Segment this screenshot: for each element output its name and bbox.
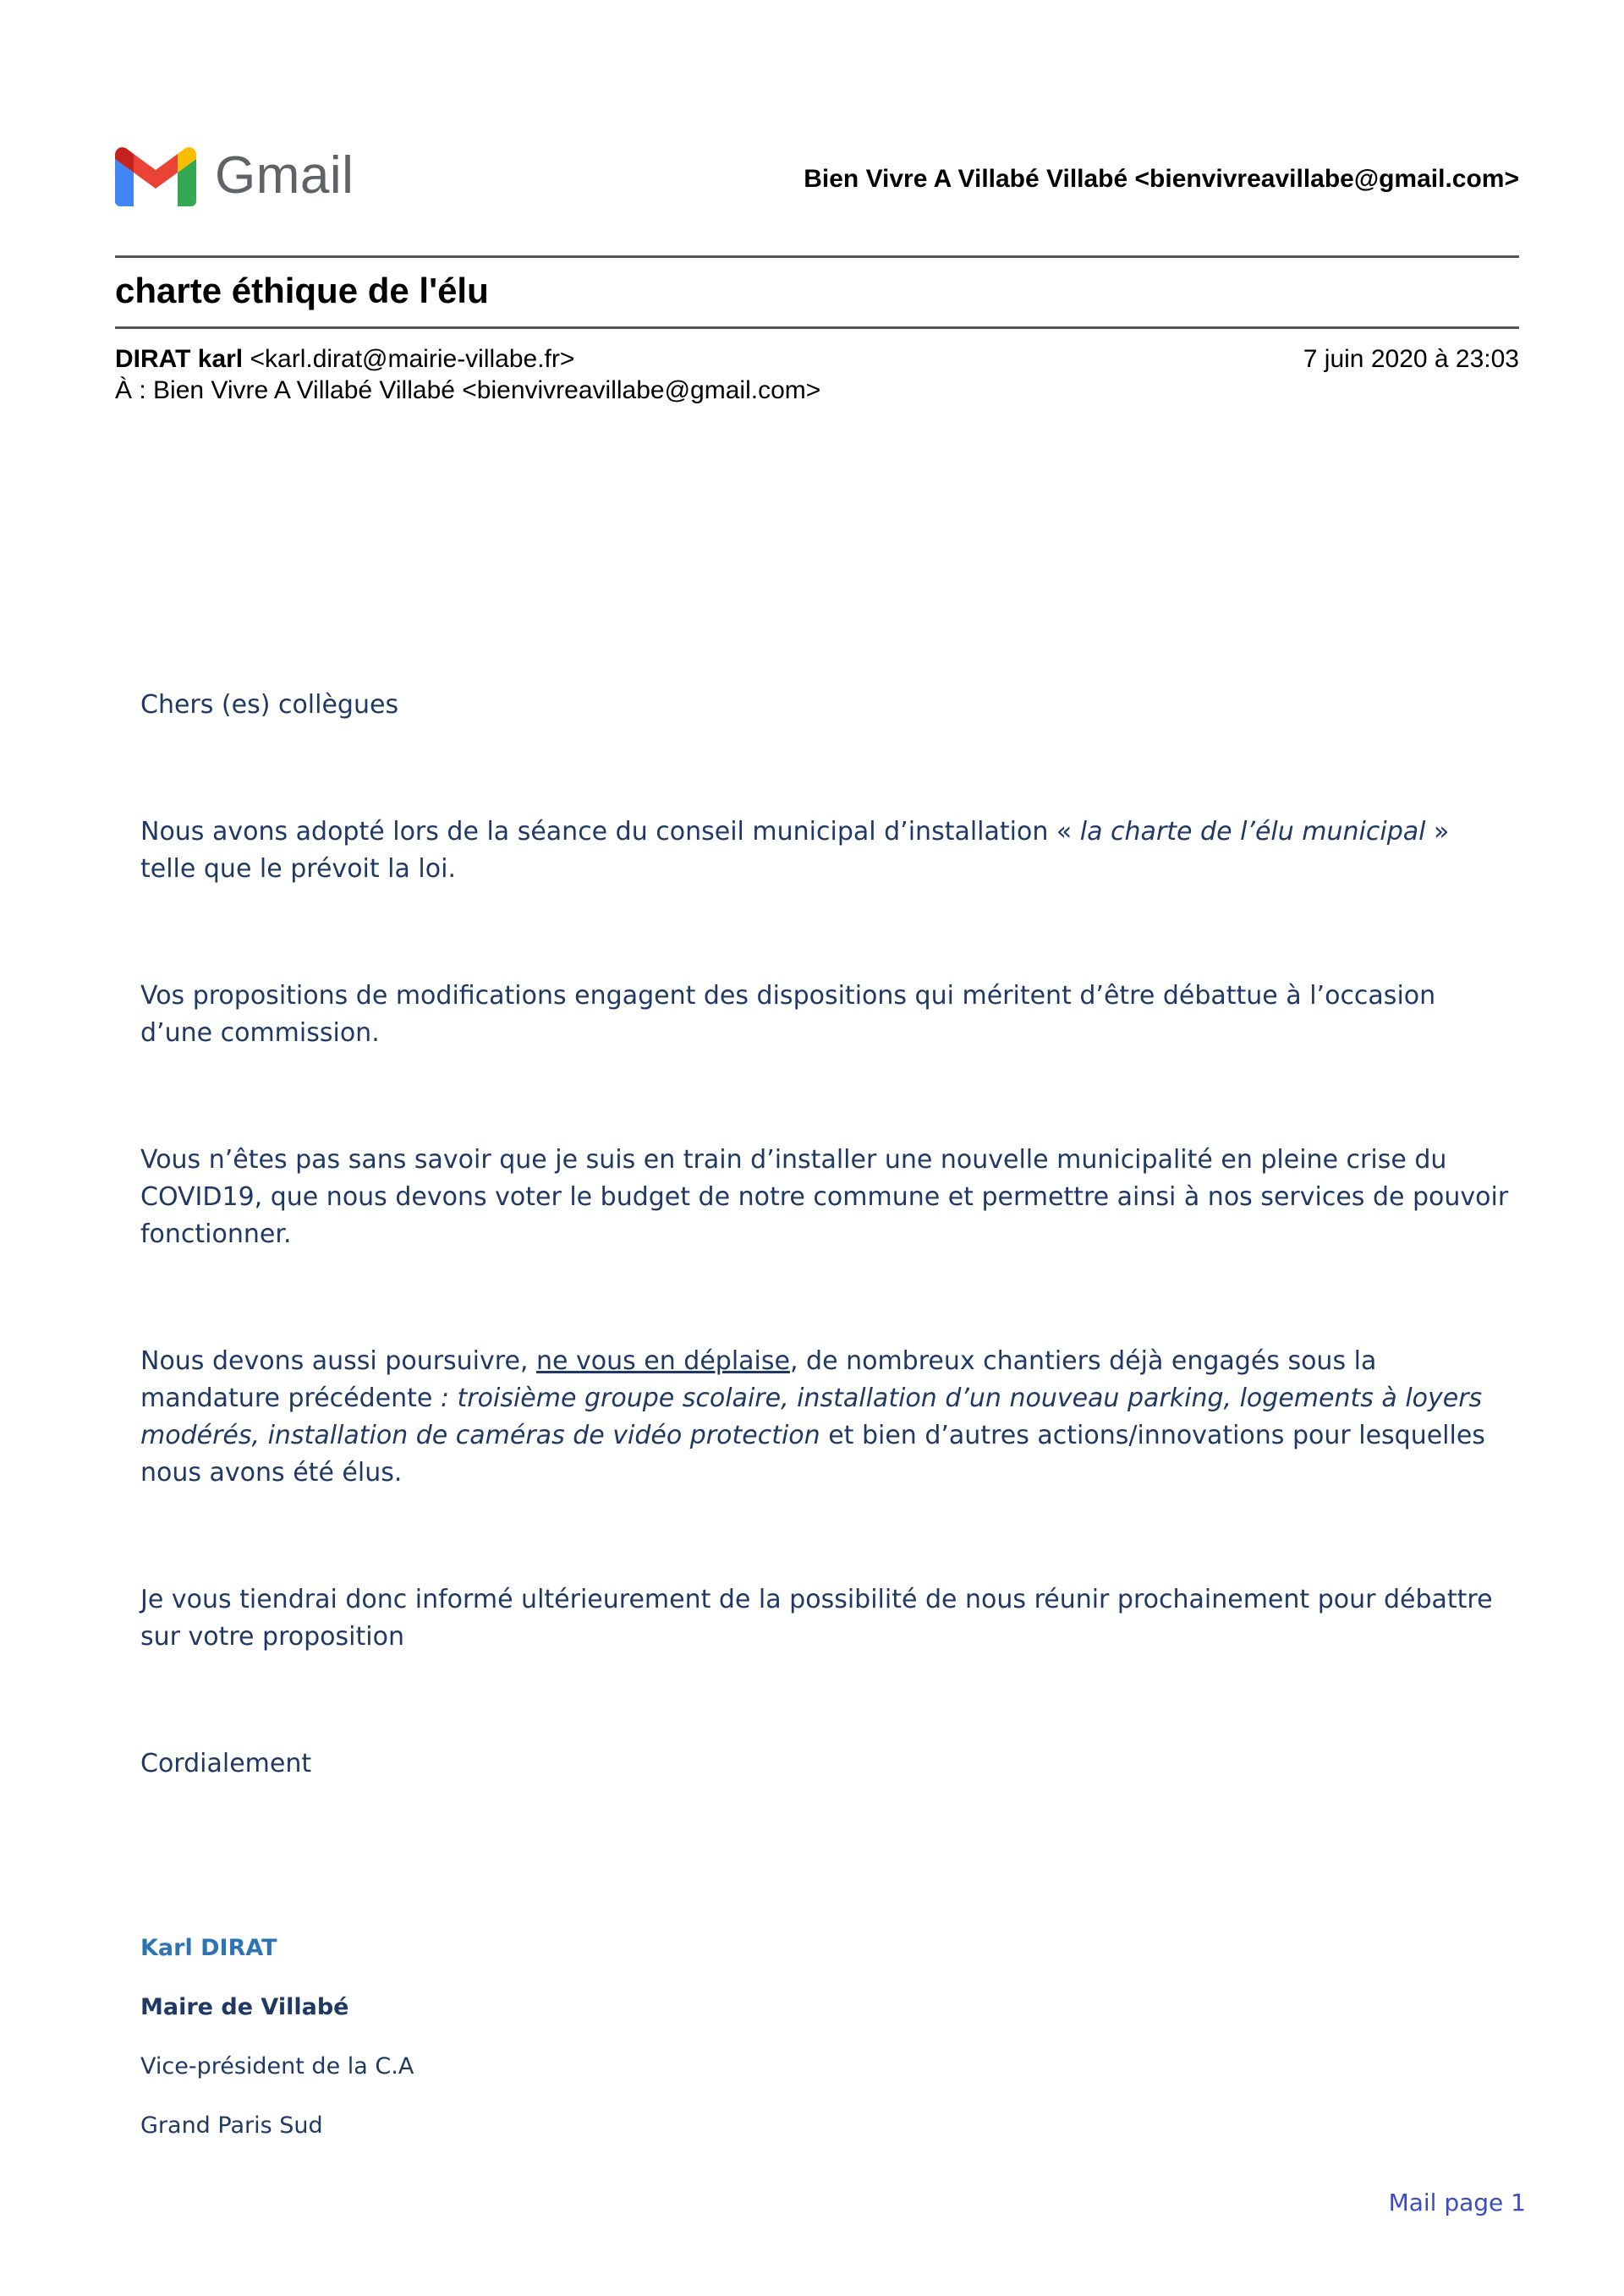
- signature-org: Grand Paris Sud: [140, 2112, 323, 2139]
- p4-italic: : troisième groupe scolaire, installation d’un nouveau parking, logements à loyers modérés, installation de caméras de vidéo protection: [140, 1384, 1483, 1450]
- signature-name: Karl DIRAT: [140, 1935, 277, 1961]
- subject-divider: [115, 326, 1519, 329]
- message-body: [140, 687, 1511, 1783]
- sender-name: DIRAT karl: [115, 345, 244, 373]
- gmail-wordmark: Gmail: [215, 146, 354, 205]
- greeting: Chers (es) collègues: [140, 690, 399, 720]
- gmail-envelope-icon: [115, 145, 196, 206]
- body-paragraph-2: Vos propositions de modifications engagent des dispositions qui méritent d’être débattue à l’occasion d’une commission.: [140, 981, 1436, 1048]
- closing: Cordialement: [140, 1749, 312, 1778]
- message-date: 7 juin 2020 à 23:03: [1303, 345, 1519, 373]
- body-paragraph-3: Vous n’êtes pas sans savoir que je suis en train d’installer une nouvelle municipalité en pleine crise du COVID19, que nous devons voter le budget de notre commune et permettre ainsi à nos services de pouvoir fonctionner.: [140, 1145, 1509, 1249]
- p4-text-middle: , de nombreux chantiers déjà engagés sous la mandature précédente: [140, 1346, 1377, 1413]
- p1-text-end: » telle que le prévoit la loi.: [140, 817, 1450, 884]
- p1-italic: la charte de l’élu municipal: [1079, 817, 1426, 847]
- p4-underlined: ne vous en déplaise: [535, 1346, 790, 1376]
- body-paragraph-4: [140, 1343, 1511, 1492]
- p4-text-end: et bien d’autres actions/innovations pour lesquelles nous avons été élus.: [140, 1421, 1485, 1488]
- p4-text-start: Nous devons aussi poursuivre,: [140, 1346, 536, 1376]
- signature: [140, 1932, 414, 2169]
- sender-email[interactable]: <karl.dirat@mairie-villabe.fr>: [250, 345, 575, 373]
- account-email: Bien Vivre A Villabé Villabé <bienvivreavillabe@gmail.com>: [804, 165, 1519, 193]
- body-paragraph-1: [140, 814, 1511, 888]
- header-divider: [115, 255, 1519, 258]
- page-footer: Mail page 1: [1388, 2189, 1526, 2217]
- gmail-logo: [115, 142, 354, 210]
- p1-text-start: Nous avons adopté lors de la séance du conseil municipal d’installation «: [140, 817, 1080, 847]
- sender-line: [115, 345, 574, 374]
- recipient-line: À : Bien Vivre A Villabé Villabé <bienvivreavillabe@gmail.com>: [115, 376, 821, 404]
- body-paragraph-5: Je vous tiendrai donc informé ultérieurement de la possibilité de nous réunir prochainement pour débattre sur votre proposition: [140, 1585, 1493, 1652]
- message-subject: charte éthique de l'élu: [115, 271, 489, 310]
- signature-role: Vice-président de la C.A: [140, 2053, 414, 2080]
- signature-title: Maire de Villabé: [140, 1994, 349, 2020]
